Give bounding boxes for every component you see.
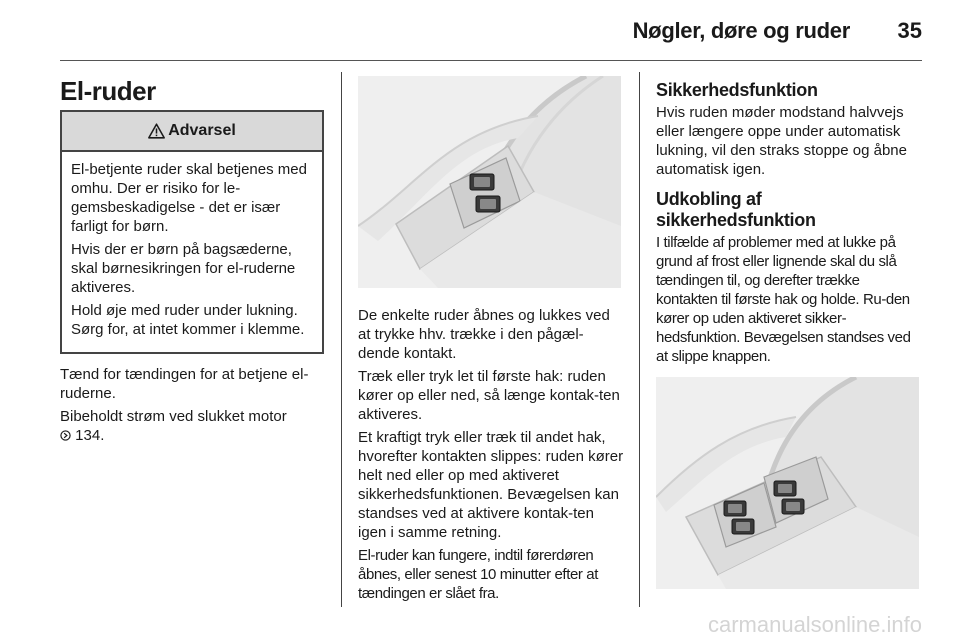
middle-column-text — [358, 306, 624, 607]
header-divider — [60, 60, 922, 61]
body-paragraph: De enkelte ruder åbnes og lukkes ved at trykke hhv. trække i den pågæl-dende kontakt. — [358, 307, 610, 362]
safety-function-text: Hvis ruden møder modstand halvvejs eller længere oppe under automatisk lukning, vil den straks stoppe og åbne automatisk igen. — [656, 104, 907, 178]
warning-paragraph: Hvis der er børn på bagsæderne, skal børnesikringen for el-ruderne aktiveres. — [71, 241, 296, 296]
warning-body — [62, 152, 322, 339]
safety-function-heading: Sikkerhedsfunktion — [656, 80, 818, 100]
driver-door-window-switch-image — [358, 76, 621, 288]
page-number: 35 — [897, 18, 922, 43]
child-lock-illustration — [656, 377, 919, 589]
column-divider-2 — [639, 72, 640, 607]
right-column-text — [656, 80, 922, 401]
body-paragraph: Bibeholdt strøm ved slukket motor — [60, 408, 287, 425]
door-switch-illustration — [358, 76, 621, 288]
warning-paragraph: Hold øje med ruder under lukning. Sørg for, at intet kommer i klemme. — [71, 302, 305, 338]
rear-window-child-lock-image — [656, 377, 919, 589]
arrow-reference-icon — [60, 430, 71, 441]
column-divider-1 — [341, 72, 342, 607]
body-paragraph: El-ruder kan fungere, indtil førerdøren åbnes, eller senest 10 minutter efter at tændingen er slået fra. — [358, 547, 598, 602]
override-heading: Udkobling af sikkerhedsfunktion — [656, 189, 816, 230]
watermark: carmanualsonline.info — [707, 612, 922, 637]
body-paragraph: Et kraftigt tryk eller træk til andet hak, hvorefter kontakten slippes: ruden kører helt ned eller op med aktiveret sikkerhedsfunktionen. Bevægelsen kan standses ved at aktivere kontak-ten igen i samme retning. — [358, 429, 624, 541]
page-reference-number: 134. — [75, 427, 105, 444]
body-paragraph: Træk eller tryk let til første hak: ruden kører op eller ned, så længe kontak-ten aktiveres. — [358, 368, 620, 423]
warning-header — [62, 112, 322, 152]
body-paragraph: Tænd for tændingen for at betjene el-ruderne. — [60, 366, 309, 402]
override-text: I tilfælde af problemer med at lukke på grund af frost eller lignende skal du slå tændingen til, og derefter trække kontakten til første hak og holde. Ru-den kører op uden aktiveret sikker-hedsfunktion. Bevægelsen standses ved at slippe knappen. — [656, 234, 911, 365]
left-column-text — [60, 365, 326, 449]
page-header-title: Nøgler, døre og ruder — [632, 18, 850, 43]
page-reference — [60, 426, 326, 445]
warning-triangle-icon — [148, 123, 165, 139]
warning-box — [60, 110, 324, 354]
section-title: El-ruder — [60, 76, 156, 106]
warning-paragraph: El-betjente ruder skal betjenes med omhu. Der er risiko for le-gemsbeskadigelse - det er især farligt for børn. — [71, 161, 307, 235]
warning-label: Advarsel — [168, 122, 236, 139]
